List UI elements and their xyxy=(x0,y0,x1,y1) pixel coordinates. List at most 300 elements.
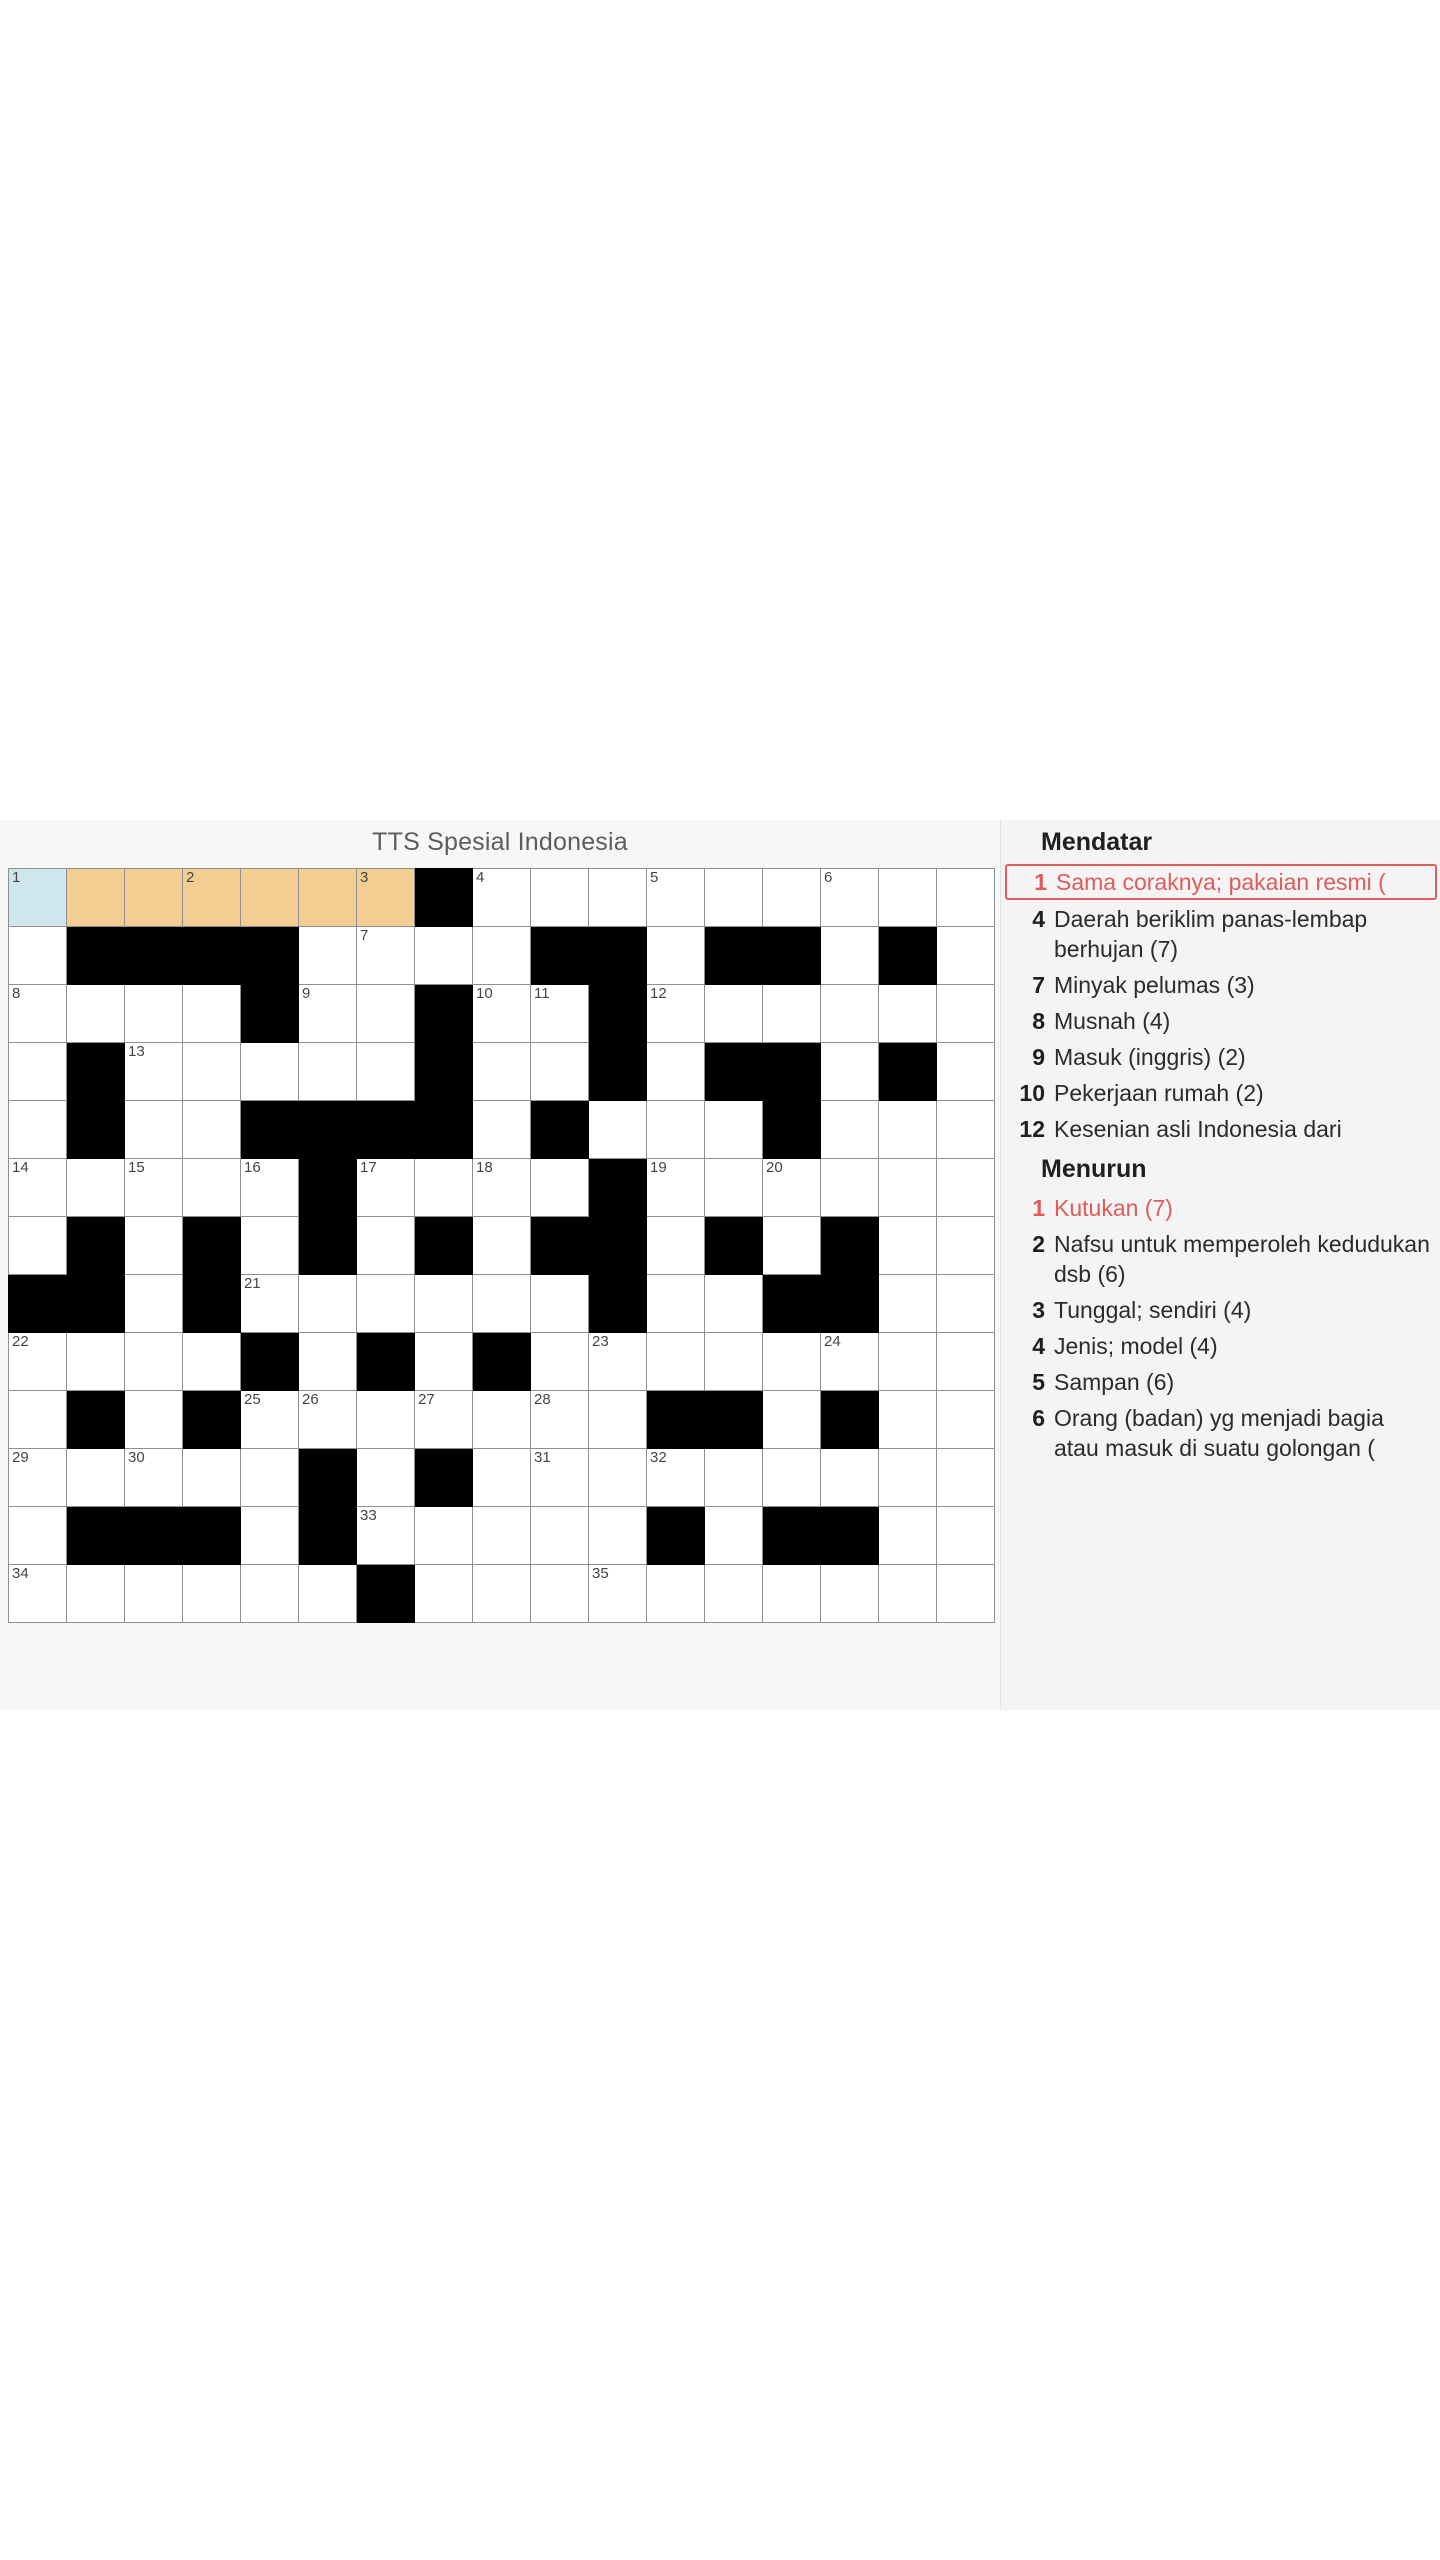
grid-cell[interactable] xyxy=(763,1565,821,1623)
grid-cell[interactable] xyxy=(879,1333,937,1391)
grid-cell[interactable] xyxy=(705,1101,763,1159)
grid-cell[interactable] xyxy=(125,1449,183,1507)
grid-cell[interactable] xyxy=(9,1217,67,1275)
grid-cell[interactable] xyxy=(763,1159,821,1217)
grid-block xyxy=(879,1043,937,1101)
grid-cell[interactable] xyxy=(415,1391,473,1449)
grid-cell[interactable] xyxy=(9,1391,67,1449)
grid-cell[interactable] xyxy=(821,1159,879,1217)
grid-cell[interactable] xyxy=(821,1101,879,1159)
cell-number: 2 xyxy=(186,869,195,886)
grid-cell[interactable] xyxy=(473,1565,531,1623)
grid-cell[interactable] xyxy=(299,1391,357,1449)
grid-cell[interactable] xyxy=(357,1043,415,1101)
grid-block xyxy=(705,1043,763,1101)
grid-cell[interactable] xyxy=(357,869,415,927)
cell-number: 29 xyxy=(12,1449,29,1466)
grid-row xyxy=(9,869,995,927)
grid-cell[interactable] xyxy=(67,1449,125,1507)
grid-cell[interactable] xyxy=(531,1275,589,1333)
grid-cell[interactable] xyxy=(473,1275,531,1333)
cell-number: 5 xyxy=(650,869,659,886)
grid-block xyxy=(357,1565,415,1623)
grid-cell[interactable] xyxy=(415,1275,473,1333)
grid-block xyxy=(241,985,299,1043)
grid-cell[interactable] xyxy=(589,1565,647,1623)
grid-cell[interactable] xyxy=(357,1449,415,1507)
grid-block xyxy=(67,1275,125,1333)
cell-number: 20 xyxy=(766,1159,783,1176)
cell-number: 6 xyxy=(824,869,833,886)
grid-cell[interactable] xyxy=(299,1275,357,1333)
grid-row xyxy=(9,985,995,1043)
grid-cell[interactable] xyxy=(241,1507,299,1565)
grid-cell[interactable] xyxy=(821,869,879,927)
grid-cell[interactable] xyxy=(9,1159,67,1217)
clue-number: 8 xyxy=(1032,1008,1045,1034)
grid-cell[interactable] xyxy=(531,1159,589,1217)
clue-item-across-1[interactable] xyxy=(1005,864,1437,900)
grid-cell[interactable] xyxy=(821,927,879,985)
clue-number: 6 xyxy=(1032,1405,1045,1431)
grid-block xyxy=(67,1507,125,1565)
grid-block xyxy=(415,869,473,927)
grid-cell[interactable] xyxy=(67,1565,125,1623)
grid-cell[interactable] xyxy=(647,1159,705,1217)
grid-block xyxy=(589,985,647,1043)
grid-cell[interactable] xyxy=(821,985,879,1043)
grid-cell[interactable] xyxy=(357,1507,415,1565)
grid-cell[interactable] xyxy=(357,1275,415,1333)
grid-cell[interactable] xyxy=(879,1217,937,1275)
grid-cell[interactable] xyxy=(183,1565,241,1623)
clues-panel[interactable] xyxy=(1000,820,1440,1710)
grid-cell[interactable] xyxy=(821,1043,879,1101)
grid-block xyxy=(125,1507,183,1565)
grid-cell[interactable] xyxy=(473,1449,531,1507)
grid-block xyxy=(357,1101,415,1159)
clue-item-across-12[interactable] xyxy=(1001,1111,1440,1147)
grid-cell[interactable] xyxy=(879,1565,937,1623)
cell-number: 14 xyxy=(12,1159,29,1176)
grid-cell[interactable] xyxy=(473,1217,531,1275)
grid-cell[interactable] xyxy=(125,1101,183,1159)
grid-cell[interactable] xyxy=(299,869,357,927)
grid-block xyxy=(647,1507,705,1565)
grid-cell[interactable] xyxy=(357,1159,415,1217)
grid-cell[interactable] xyxy=(9,1101,67,1159)
cell-number: 22 xyxy=(12,1333,29,1350)
down-heading: Menurun xyxy=(1041,1155,1147,1183)
cell-number: 21 xyxy=(244,1275,261,1292)
grid-cell[interactable] xyxy=(531,1391,589,1449)
grid-cell[interactable] xyxy=(647,985,705,1043)
clue-item-down-4[interactable] xyxy=(1001,1328,1440,1364)
grid-block xyxy=(531,927,589,985)
grid-block xyxy=(67,1101,125,1159)
cell-number: 19 xyxy=(650,1159,667,1176)
clue-number: 1 xyxy=(1034,869,1047,895)
grid-cell[interactable] xyxy=(473,1159,531,1217)
grid-cell[interactable] xyxy=(763,985,821,1043)
grid-block xyxy=(67,1043,125,1101)
clue-number: 7 xyxy=(1032,972,1045,998)
grid-cell[interactable] xyxy=(183,1449,241,1507)
cell-number: 30 xyxy=(128,1449,145,1466)
cell-number: 35 xyxy=(592,1565,609,1582)
grid-cell[interactable] xyxy=(589,869,647,927)
grid-cell[interactable] xyxy=(415,1507,473,1565)
grid-cell[interactable] xyxy=(647,1565,705,1623)
grid-cell[interactable] xyxy=(183,1333,241,1391)
grid-block xyxy=(67,1217,125,1275)
grid-row xyxy=(9,1391,995,1449)
grid-cell[interactable] xyxy=(241,1275,299,1333)
grid-cell[interactable] xyxy=(879,1507,937,1565)
grid-cell[interactable] xyxy=(937,1449,995,1507)
grid-row xyxy=(9,1333,995,1391)
clue-text: Minyak pelumas (3) xyxy=(1054,972,1255,998)
grid-cell[interactable] xyxy=(357,985,415,1043)
grid-cell[interactable] xyxy=(705,869,763,927)
cell-number: 18 xyxy=(476,1159,493,1176)
grid-cell[interactable] xyxy=(299,927,357,985)
grid-cell[interactable] xyxy=(473,927,531,985)
grid-block xyxy=(473,1333,531,1391)
grid-cell[interactable] xyxy=(647,1449,705,1507)
cell-number: 34 xyxy=(12,1565,29,1582)
grid-cell[interactable] xyxy=(9,869,67,927)
grid-cell[interactable] xyxy=(879,869,937,927)
clue-item-across-4[interactable] xyxy=(1001,901,1440,967)
grid-row xyxy=(9,1507,995,1565)
grid-cell[interactable] xyxy=(9,1043,67,1101)
grid-row xyxy=(9,1275,995,1333)
grid-block xyxy=(415,1449,473,1507)
grid-cell[interactable] xyxy=(9,927,67,985)
grid-cell[interactable] xyxy=(125,1275,183,1333)
grid-block xyxy=(9,1275,67,1333)
clue-number: 3 xyxy=(1032,1297,1045,1323)
grid-row xyxy=(9,1043,995,1101)
grid-cell[interactable] xyxy=(705,1275,763,1333)
grid-cell[interactable] xyxy=(357,1217,415,1275)
grid-cell[interactable] xyxy=(531,1043,589,1101)
grid-block xyxy=(67,1391,125,1449)
grid-cell[interactable] xyxy=(67,1159,125,1217)
grid-block xyxy=(183,1217,241,1275)
grid-cell[interactable] xyxy=(125,1565,183,1623)
grid-cell[interactable] xyxy=(125,985,183,1043)
clue-item-across-9[interactable] xyxy=(1001,1039,1440,1075)
grid-cell[interactable] xyxy=(705,1565,763,1623)
grid-row xyxy=(9,1101,995,1159)
grid-cell[interactable] xyxy=(473,869,531,927)
grid-cell[interactable] xyxy=(705,985,763,1043)
page-title: TTS Spesial Indonesia xyxy=(372,828,628,856)
grid-row xyxy=(9,1449,995,1507)
grid-cell[interactable] xyxy=(647,927,705,985)
cell-number: 9 xyxy=(302,985,311,1002)
grid-cell[interactable] xyxy=(937,985,995,1043)
clue-item-down-5[interactable] xyxy=(1001,1364,1440,1400)
grid-cell[interactable] xyxy=(299,1043,357,1101)
grid-block xyxy=(415,1043,473,1101)
grid-cell[interactable] xyxy=(531,985,589,1043)
grid-cell[interactable] xyxy=(473,1507,531,1565)
cell-number: 11 xyxy=(534,985,550,1002)
grid-cell[interactable] xyxy=(937,1333,995,1391)
grid-block xyxy=(589,1275,647,1333)
cell-number: 10 xyxy=(476,985,493,1002)
grid-block xyxy=(821,1507,879,1565)
grid-cell[interactable] xyxy=(937,1507,995,1565)
clue-text: Tunggal; sendiri (4) xyxy=(1054,1297,1252,1323)
grid-block xyxy=(589,1159,647,1217)
grid-block xyxy=(415,985,473,1043)
grid-cell[interactable] xyxy=(415,927,473,985)
grid-cell[interactable] xyxy=(937,1043,995,1101)
grid-cell[interactable] xyxy=(821,1565,879,1623)
clue-text: Kutukan (7) xyxy=(1054,1195,1173,1221)
grid-block xyxy=(589,927,647,985)
clue-number: 2 xyxy=(1032,1231,1045,1257)
grid-block xyxy=(357,1333,415,1391)
grid-block xyxy=(589,1043,647,1101)
grid-cell[interactable] xyxy=(589,1449,647,1507)
grid-area xyxy=(0,820,1000,1710)
clue-text: Sama coraknya; pakaian resmi ( xyxy=(1056,869,1386,895)
grid-cell[interactable] xyxy=(705,1159,763,1217)
grid-cell[interactable] xyxy=(821,1333,879,1391)
cell-number: 28 xyxy=(534,1391,551,1408)
grid-cell[interactable] xyxy=(183,1159,241,1217)
grid-cell[interactable] xyxy=(647,1217,705,1275)
grid-cell[interactable] xyxy=(937,1217,995,1275)
grid-cell[interactable] xyxy=(125,1391,183,1449)
grid-block xyxy=(763,1101,821,1159)
grid-cell[interactable] xyxy=(531,869,589,927)
across-clue-list[interactable] xyxy=(1001,864,1440,1147)
clue-item-across-8[interactable] xyxy=(1001,1003,1440,1039)
grid-cell[interactable] xyxy=(241,869,299,927)
grid-cell[interactable] xyxy=(763,1333,821,1391)
grid-block xyxy=(299,1449,357,1507)
cell-number: 8 xyxy=(12,985,21,1002)
grid-cell[interactable] xyxy=(705,1507,763,1565)
grid-cell[interactable] xyxy=(415,1333,473,1391)
grid-cell[interactable] xyxy=(647,1101,705,1159)
grid-cell[interactable] xyxy=(241,1217,299,1275)
grid-cell[interactable] xyxy=(241,1565,299,1623)
grid-cell[interactable] xyxy=(9,1565,67,1623)
grid-cell[interactable] xyxy=(415,1565,473,1623)
clue-text: Musnah (4) xyxy=(1054,1008,1171,1034)
grid-cell[interactable] xyxy=(473,985,531,1043)
grid-cell[interactable] xyxy=(67,869,125,927)
grid-block xyxy=(705,927,763,985)
grid-cell[interactable] xyxy=(67,1333,125,1391)
clue-text: Nafsu untuk memperoleh kedudukan dsb (6) xyxy=(1054,1231,1430,1287)
across-heading: Mendatar xyxy=(1041,828,1153,856)
grid-block xyxy=(821,1275,879,1333)
grid-cell[interactable] xyxy=(241,1391,299,1449)
grid-block xyxy=(879,927,937,985)
grid-cell[interactable] xyxy=(473,1043,531,1101)
grid-cell[interactable] xyxy=(125,1333,183,1391)
grid-cell[interactable] xyxy=(9,1507,67,1565)
clue-number: 9 xyxy=(1032,1044,1045,1070)
grid-cell[interactable] xyxy=(763,1391,821,1449)
cell-number: 3 xyxy=(360,869,369,886)
grid-cell[interactable] xyxy=(183,1043,241,1101)
grid-cell[interactable] xyxy=(763,869,821,927)
grid-cell[interactable] xyxy=(879,1275,937,1333)
grid-row xyxy=(9,927,995,985)
grid-cell[interactable] xyxy=(937,927,995,985)
clue-number: 5 xyxy=(1032,1369,1045,1395)
grid-cell[interactable] xyxy=(705,1333,763,1391)
grid-block xyxy=(241,1101,299,1159)
grid-block xyxy=(415,1217,473,1275)
grid-cell[interactable] xyxy=(125,1159,183,1217)
grid-block xyxy=(67,927,125,985)
grid-cell[interactable] xyxy=(357,927,415,985)
cell-number: 12 xyxy=(650,985,667,1002)
grid-cell[interactable] xyxy=(299,1333,357,1391)
grid-block xyxy=(763,1507,821,1565)
grid-cell[interactable] xyxy=(705,1449,763,1507)
grid-cell[interactable] xyxy=(589,1333,647,1391)
grid-cell[interactable] xyxy=(821,1449,879,1507)
grid-block xyxy=(589,1217,647,1275)
grid-cell[interactable] xyxy=(647,1333,705,1391)
grid-cell[interactable] xyxy=(937,1159,995,1217)
grid-block xyxy=(125,927,183,985)
grid-block xyxy=(763,927,821,985)
cell-number: 1 xyxy=(12,869,21,886)
grid-cell[interactable] xyxy=(473,1391,531,1449)
cell-number: 25 xyxy=(244,1391,261,1408)
clue-item-down-3[interactable] xyxy=(1001,1292,1440,1328)
clue-text: Sampan (6) xyxy=(1054,1369,1175,1395)
grid-block xyxy=(821,1217,879,1275)
cell-number: 26 xyxy=(302,1391,319,1408)
grid-cell[interactable] xyxy=(125,1043,183,1101)
cell-number: 17 xyxy=(360,1159,377,1176)
grid-block xyxy=(705,1391,763,1449)
grid-cell[interactable] xyxy=(589,1101,647,1159)
grid-cell[interactable] xyxy=(531,1507,589,1565)
grid-cell[interactable] xyxy=(125,869,183,927)
clue-number: 4 xyxy=(1032,906,1045,932)
grid-row xyxy=(9,1565,995,1623)
clue-item-down-2[interactable] xyxy=(1001,1226,1440,1292)
grid-cell[interactable] xyxy=(9,985,67,1043)
grid-cell[interactable] xyxy=(531,1449,589,1507)
grid-cell[interactable] xyxy=(125,1217,183,1275)
grid-cell[interactable] xyxy=(183,869,241,927)
grid-cell[interactable] xyxy=(937,869,995,927)
grid-cell[interactable] xyxy=(937,1565,995,1623)
grid-cell[interactable] xyxy=(241,1159,299,1217)
grid-cell[interactable] xyxy=(9,1449,67,1507)
cell-number: 7 xyxy=(360,927,369,944)
clue-text: Masuk (inggris) (2) xyxy=(1054,1044,1246,1070)
grid-block xyxy=(241,1333,299,1391)
grid-cell[interactable] xyxy=(531,1333,589,1391)
grid-cell[interactable] xyxy=(589,1391,647,1449)
grid-block xyxy=(763,1275,821,1333)
crossword-grid[interactable] xyxy=(8,868,995,1623)
cell-number: 27 xyxy=(418,1391,435,1408)
grid-cell[interactable] xyxy=(879,1449,937,1507)
grid-cell[interactable] xyxy=(589,1507,647,1565)
cell-number: 15 xyxy=(128,1159,145,1176)
grid-cell[interactable] xyxy=(879,985,937,1043)
clue-item-down-6[interactable] xyxy=(1001,1400,1440,1466)
grid-cell[interactable] xyxy=(647,1043,705,1101)
grid-cell[interactable] xyxy=(183,985,241,1043)
clue-number: 12 xyxy=(1019,1116,1045,1142)
clue-text: Orang (badan) yg menjadi bagia atau masuk di suatu golongan ( xyxy=(1054,1405,1384,1461)
grid-block xyxy=(531,1101,589,1159)
down-clue-list[interactable] xyxy=(1001,1190,1440,1466)
grid-cell[interactable] xyxy=(183,1101,241,1159)
grid-block xyxy=(299,1159,357,1217)
cell-number: 23 xyxy=(592,1333,609,1350)
grid-cell[interactable] xyxy=(241,1043,299,1101)
grid-cell[interactable] xyxy=(937,1391,995,1449)
grid-cell[interactable] xyxy=(763,1449,821,1507)
grid-row xyxy=(9,1159,995,1217)
clue-item-across-10[interactable] xyxy=(1001,1075,1440,1111)
cell-number: 13 xyxy=(128,1043,145,1060)
clue-item-across-7[interactable] xyxy=(1001,967,1440,1003)
grid-cell[interactable] xyxy=(299,985,357,1043)
grid-cell[interactable] xyxy=(763,1217,821,1275)
grid-cell[interactable] xyxy=(357,1391,415,1449)
clue-text: Daerah beriklim panas-lembap berhujan (7) xyxy=(1054,906,1368,962)
clue-text: Pekerjaan rumah (2) xyxy=(1054,1080,1264,1106)
grid-block xyxy=(299,1217,357,1275)
cell-number: 4 xyxy=(476,869,485,886)
grid-cell[interactable] xyxy=(937,1101,995,1159)
grid-block xyxy=(647,1391,705,1449)
grid-block xyxy=(415,1101,473,1159)
grid-cell[interactable] xyxy=(647,869,705,927)
grid-cell[interactable] xyxy=(473,1101,531,1159)
grid-cell[interactable] xyxy=(879,1159,937,1217)
grid-cell[interactable] xyxy=(879,1101,937,1159)
grid-cell[interactable] xyxy=(937,1275,995,1333)
grid-cell[interactable] xyxy=(415,1159,473,1217)
grid-cell[interactable] xyxy=(9,1333,67,1391)
grid-cell[interactable] xyxy=(879,1391,937,1449)
grid-cell[interactable] xyxy=(531,1565,589,1623)
clue-item-down-1[interactable] xyxy=(1001,1190,1440,1226)
grid-cell[interactable] xyxy=(647,1275,705,1333)
grid-block xyxy=(299,1507,357,1565)
grid-cell[interactable] xyxy=(241,1449,299,1507)
grid-block xyxy=(821,1391,879,1449)
clue-number: 10 xyxy=(1019,1080,1045,1106)
grid-cell[interactable] xyxy=(67,985,125,1043)
grid-cell[interactable] xyxy=(299,1565,357,1623)
cell-number: 31 xyxy=(534,1449,551,1466)
crossword-app-panel xyxy=(0,820,1440,1710)
clue-text: Kesenian asli Indonesia dari xyxy=(1054,1116,1342,1142)
